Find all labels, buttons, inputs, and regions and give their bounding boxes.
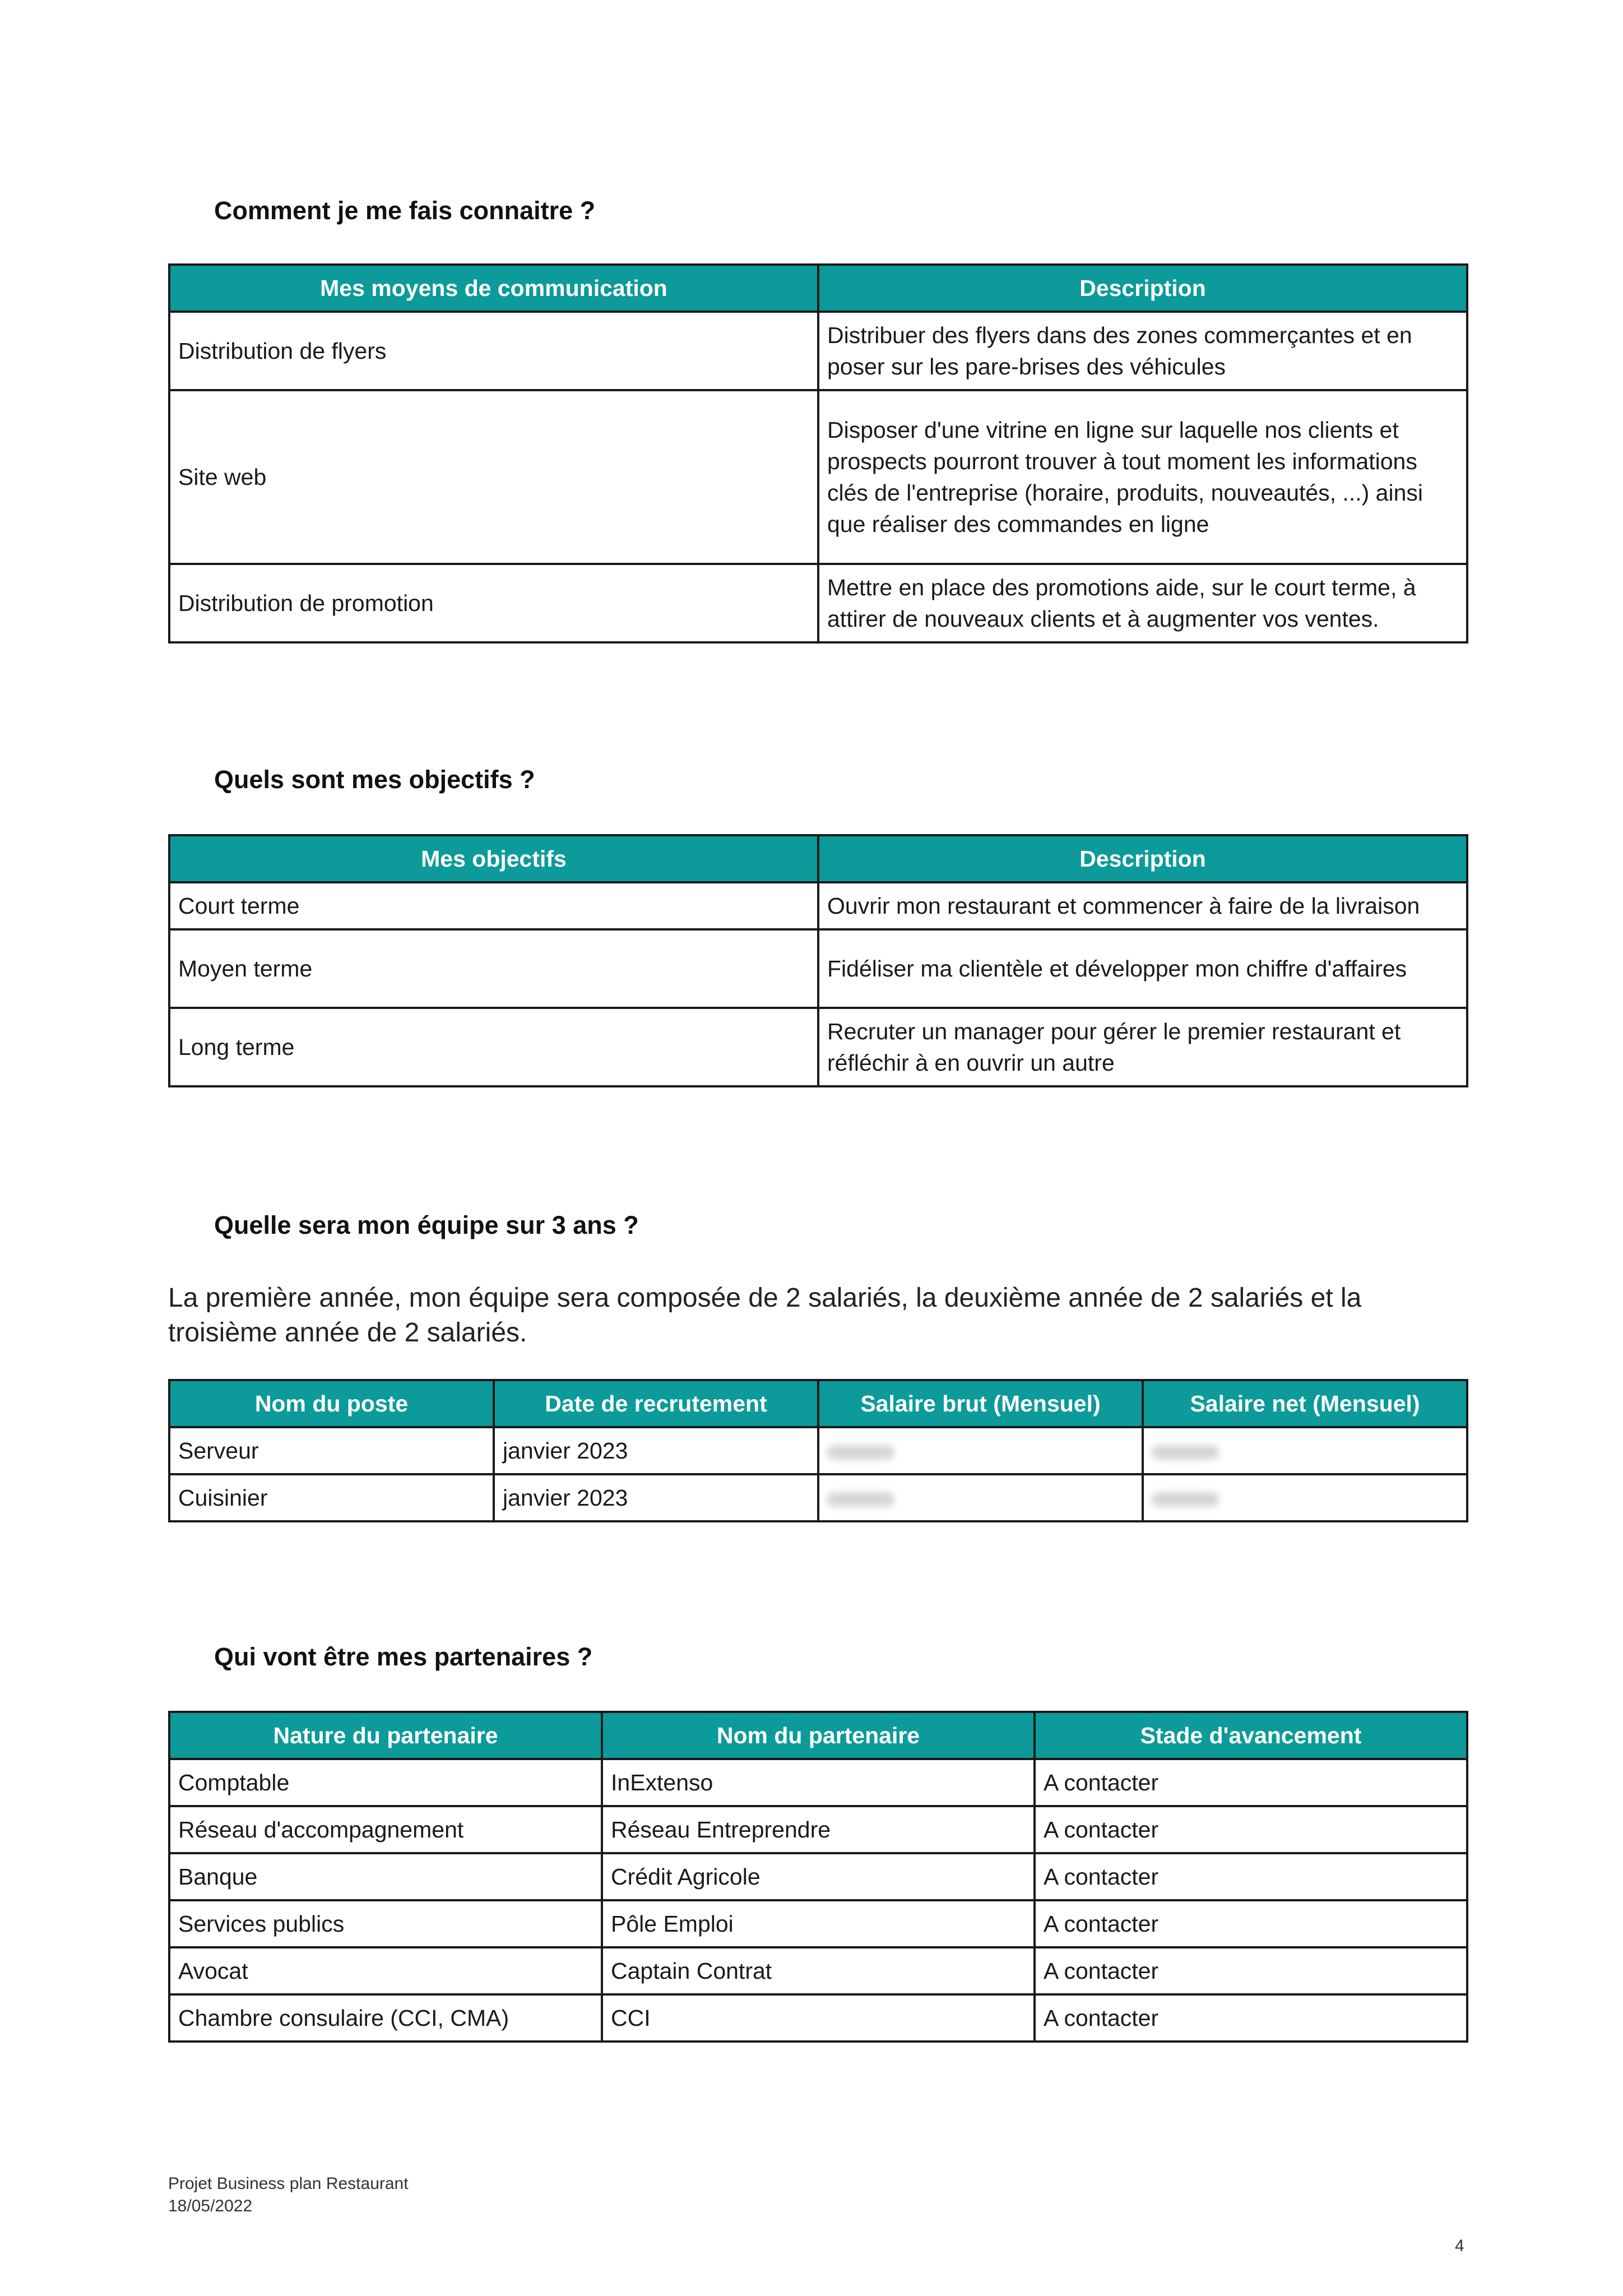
table-cell: Banque <box>169 1853 602 1900</box>
footer-date: 18/05/2022 <box>168 2197 253 2215</box>
table-cell: Long terme <box>169 1008 818 1086</box>
redacted-cell <box>818 1427 1143 1474</box>
table-cell: Réseau Entreprendre <box>602 1806 1035 1853</box>
table-cell: A contacter <box>1035 1994 1467 2042</box>
column-header: Salaire net (Mensuel) <box>1143 1380 1467 1427</box>
redacted-value <box>1152 1492 1219 1507</box>
table-cell: Services publics <box>169 1900 602 1947</box>
column-header: Stade d'avancement <box>1035 1712 1467 1759</box>
table-cell: Site web <box>169 390 818 564</box>
table-cell: Distribuer des flyers dans des zones commerçantes et en poser sur les pare-brises des véhicules <box>818 312 1467 390</box>
table-cell: InExtenso <box>602 1759 1035 1806</box>
redacted-value <box>827 1492 894 1507</box>
column-header: Mes objectifs <box>169 835 818 882</box>
page-number: 4 <box>1455 2237 1464 2255</box>
table-row <box>169 929 1467 1008</box>
table-row <box>169 390 1467 564</box>
table-cell: A contacter <box>1035 1759 1467 1806</box>
column-header: Nom du partenaire <box>602 1712 1035 1759</box>
table-cell: Moyen terme <box>169 929 818 1008</box>
table-cell: A contacter <box>1035 1806 1467 1853</box>
section-heading-team: Quelle sera mon équipe sur 3 ans ? <box>214 1211 639 1239</box>
column-header: Nom du poste <box>169 1380 494 1427</box>
table-row <box>169 564 1467 642</box>
redacted-cell <box>818 1474 1143 1521</box>
table-header-row <box>169 1380 1467 1427</box>
table-cell: Cuisinier <box>169 1474 494 1521</box>
column-header: Mes moyens de communication <box>169 265 818 312</box>
redacted-value <box>827 1445 894 1460</box>
column-header: Date de recrutement <box>494 1380 818 1427</box>
table-cell: A contacter <box>1035 1900 1467 1947</box>
table-cell: A contacter <box>1035 1853 1467 1900</box>
table-header-row <box>169 265 1467 312</box>
table-cell: Réseau d'accompagnement <box>169 1806 602 1853</box>
table-cell: Distribution de promotion <box>169 564 818 642</box>
table-cell: Pôle Emploi <box>602 1900 1035 1947</box>
table-row <box>169 1994 1467 2042</box>
table-cell: A contacter <box>1035 1947 1467 1994</box>
redacted-value <box>1152 1445 1219 1460</box>
redacted-cell <box>1143 1427 1467 1474</box>
team-table <box>168 1379 1468 1522</box>
column-header: Nature du partenaire <box>169 1712 602 1759</box>
communication-table <box>168 263 1468 644</box>
table-cell: Recruter un manager pour gérer le premier restaurant et réfléchir à en ouvrir un autre <box>818 1008 1467 1086</box>
table-cell: Distribution de flyers <box>169 312 818 390</box>
partners-table <box>168 1711 1468 2043</box>
column-header: Description <box>818 835 1467 882</box>
table-header-row <box>169 835 1467 882</box>
table-row <box>169 312 1467 390</box>
table-cell: janvier 2023 <box>494 1427 818 1474</box>
redacted-cell <box>1143 1474 1467 1521</box>
table-row <box>169 1900 1467 1947</box>
table-cell: Fidéliser ma clientèle et développer mon chiffre d'affaires <box>818 929 1467 1008</box>
table-cell: CCI <box>602 1994 1035 2042</box>
table-cell: Avocat <box>169 1947 602 1994</box>
table-row <box>169 1474 1467 1521</box>
team-paragraph: La première année, mon équipe sera composée de 2 salariés, la deuxième année de 2 salariés et la troisième année de 2 salariés. <box>168 1283 1362 1348</box>
column-header: Salaire brut (Mensuel) <box>818 1380 1143 1427</box>
table-cell: Serveur <box>169 1427 494 1474</box>
table-cell: Captain Contrat <box>602 1947 1035 1994</box>
table-row <box>169 1759 1467 1806</box>
table-row <box>169 1806 1467 1853</box>
table-header-row <box>169 1712 1467 1759</box>
table-row <box>169 1008 1467 1086</box>
table-cell: Mettre en place des promotions aide, sur le court terme, à attirer de nouveaux clients et à augmenter vos ventes. <box>818 564 1467 642</box>
table-cell: Ouvrir mon restaurant et commencer à faire de la livraison <box>818 882 1467 929</box>
table-row <box>169 1853 1467 1900</box>
objectives-table <box>168 834 1468 1087</box>
table-cell: Court terme <box>169 882 818 929</box>
table-cell: janvier 2023 <box>494 1474 818 1521</box>
table-cell: Disposer d'une vitrine en ligne sur laquelle nos clients et prospects pourront trouver à tout moment les informations clés de l'entreprise (horaire, produits, nouveautés, ...) ainsi que réaliser des commandes en ligne <box>818 390 1467 564</box>
table-row <box>169 1947 1467 1994</box>
table-cell: Chambre consulaire (CCI, CMA) <box>169 1994 602 2042</box>
page-footer <box>168 2173 409 2218</box>
table-cell: Crédit Agricole <box>602 1853 1035 1900</box>
table-row <box>169 882 1467 929</box>
section-heading-objectives: Quels sont mes objectifs ? <box>214 765 535 794</box>
column-header: Description <box>818 265 1467 312</box>
footer-project-title: Projet Business plan Restaurant <box>168 2174 409 2193</box>
section-heading-partners: Qui vont être mes partenaires ? <box>214 1642 593 1671</box>
table-row <box>169 1427 1467 1474</box>
table-cell: Comptable <box>169 1759 602 1806</box>
section-heading-communication: Comment je me fais connaitre ? <box>214 196 596 225</box>
